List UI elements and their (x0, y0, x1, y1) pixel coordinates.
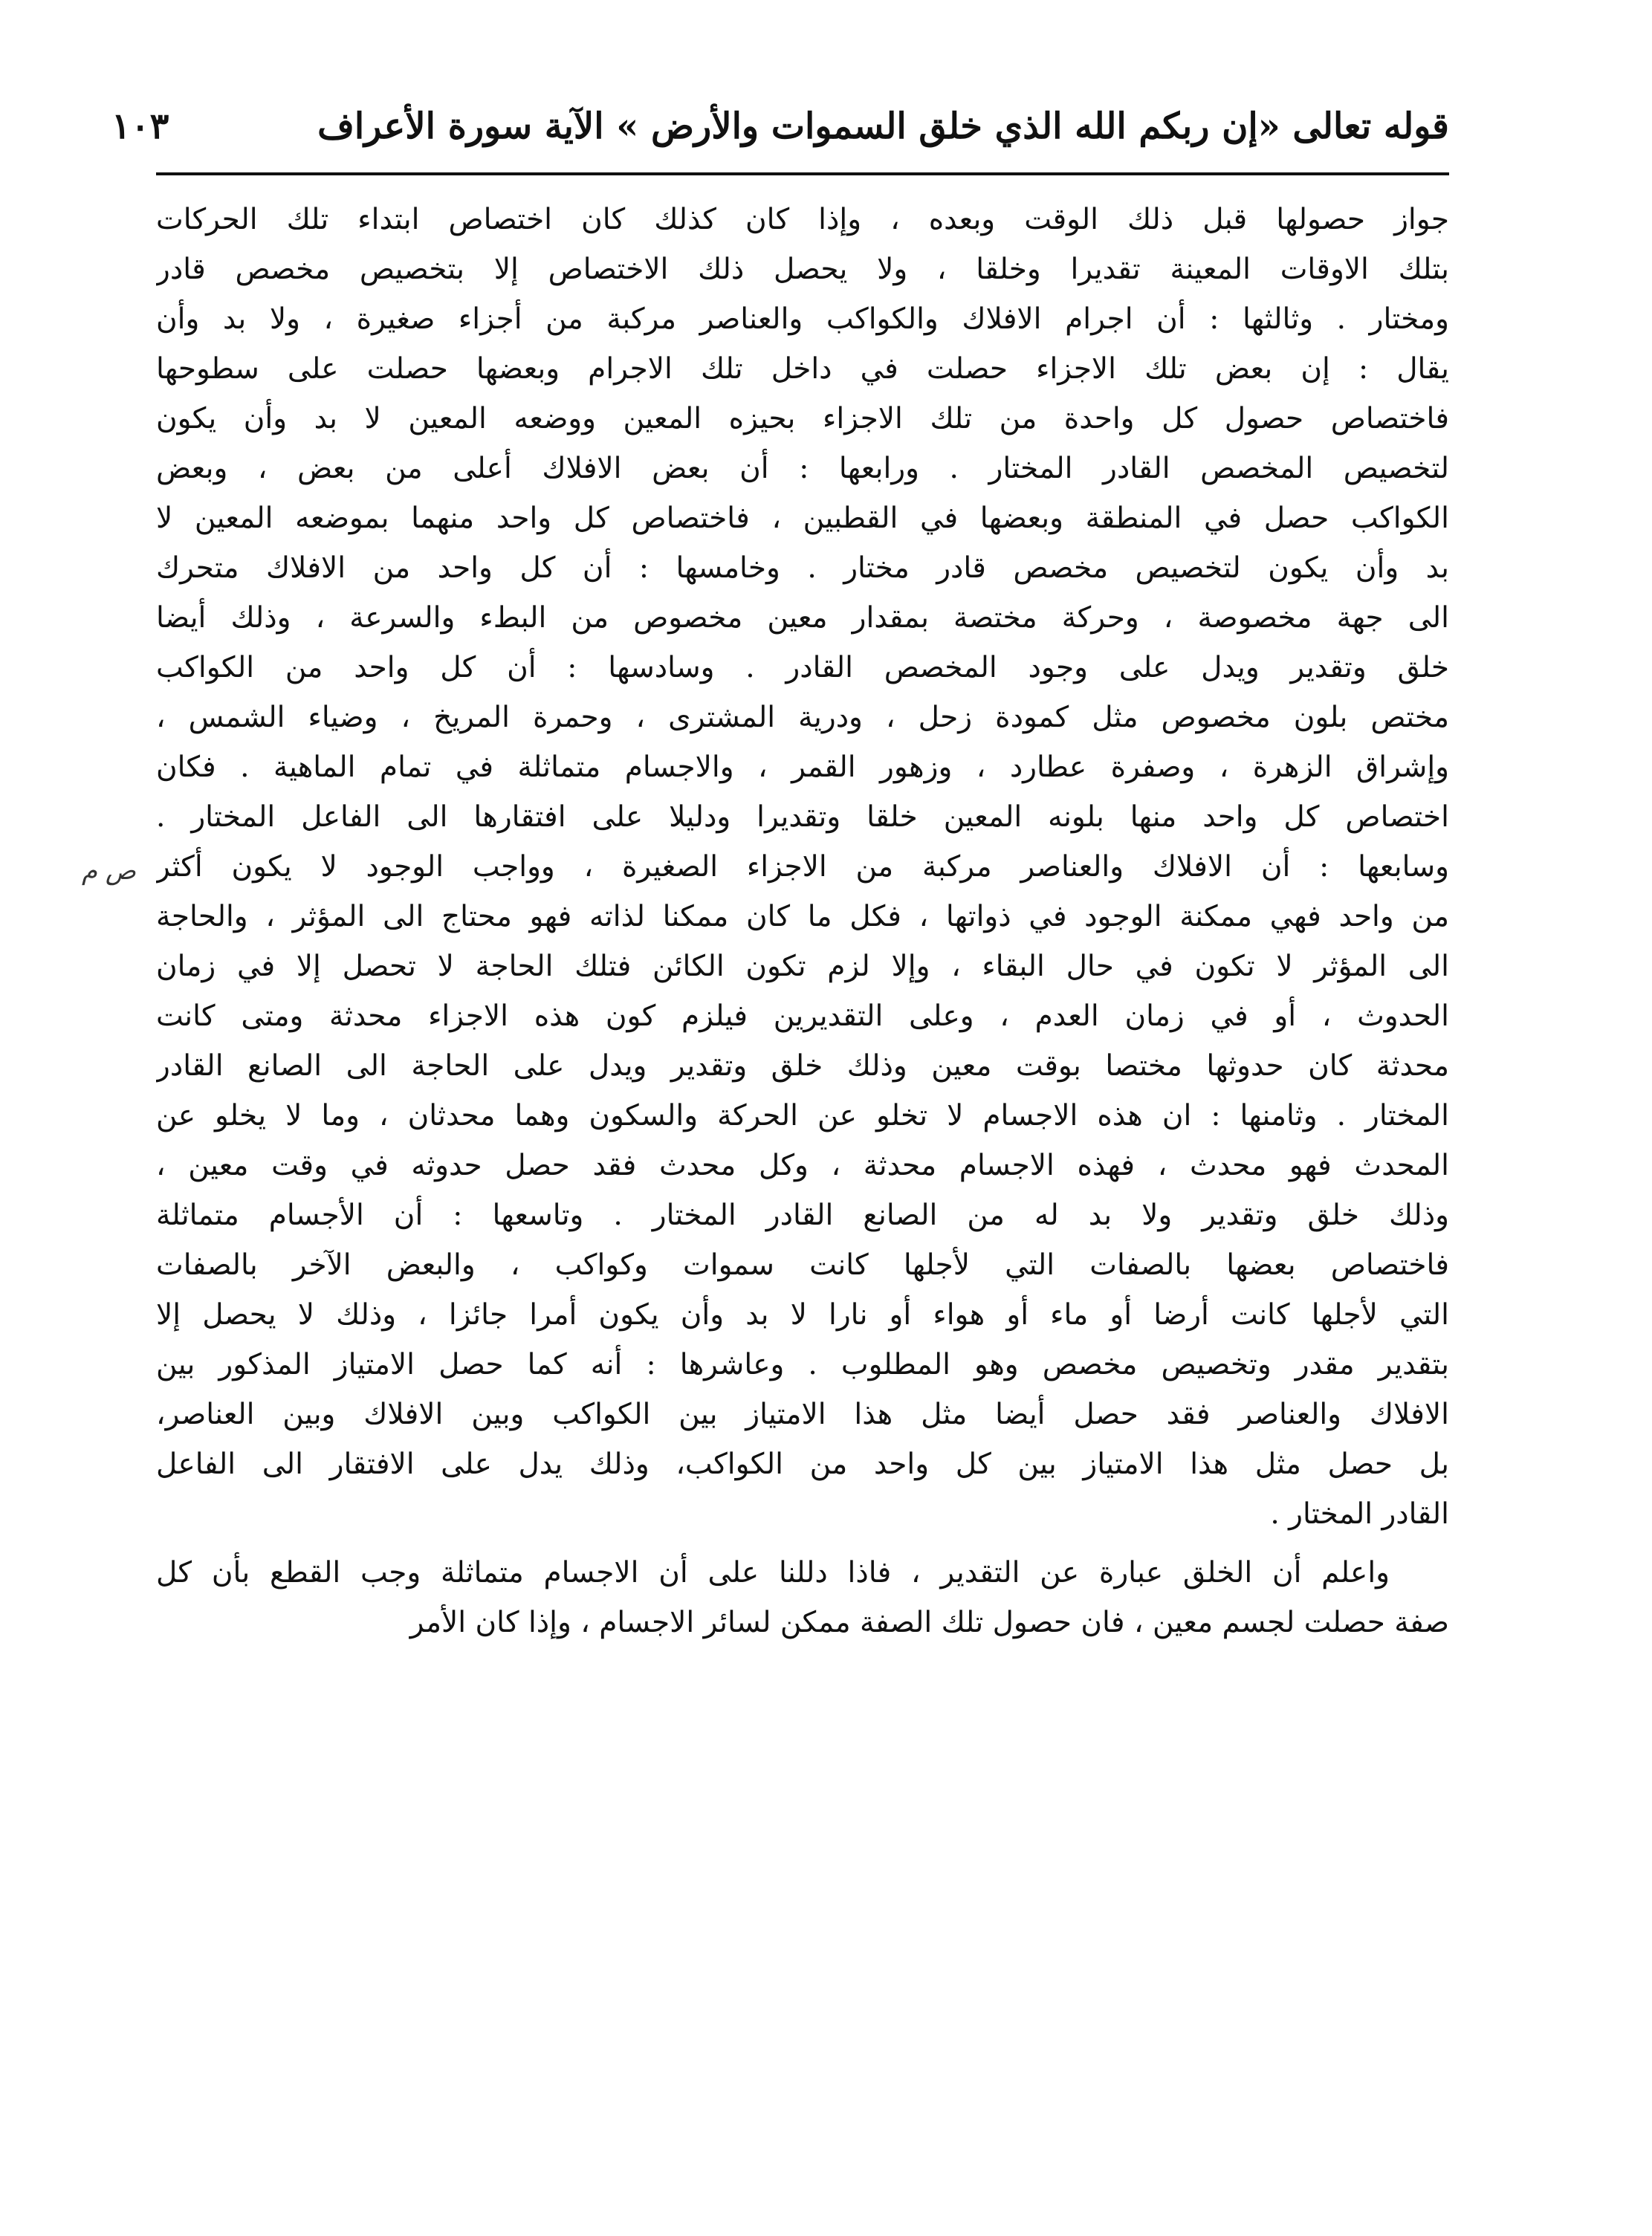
text-line: القادر المختار . (1270, 1497, 1449, 1531)
paragraph (156, 1548, 1449, 1647)
paragraph-gap (156, 1539, 1449, 1548)
text-line: فاختصاص حصول كل واحدة من تلك الاجزاء بحيزه المعين ووضعه المعين لا بد وأن يكون (156, 402, 1449, 435)
text-line: صفة حصلت لجسم معين ، فان حصول تلك الصفة ممكن لسائر الاجسام ، وإذا كان الأمر (409, 1606, 1449, 1639)
text-line: مختص بلون مخصوص مثل كمودة زحل ، ودرية المشترى ، وحمرة المريخ ، وضياء الشمس ، (156, 701, 1449, 734)
text-line: خلق وتقدير ويدل على وجود المخصص القادر . وسادسها : أن كل واحد من الكواكب (156, 651, 1449, 684)
text-line: وإشراق الزهرة ، وصفرة عطارد ، وزهور القمر ، والاجسام متماثلة في تمام الماهية . فكان (156, 751, 1449, 784)
text-line: المختار . وثامنها : ان هذه الاجسام لا تخلو عن الحركة والسكون وهما محدثان ، وما لا يخلو عن (156, 1099, 1449, 1132)
text-line: بد وأن يكون لتخصيص مخصص قادر مختار . وخامسها : أن كل واحد من الافلاك متحرك (156, 551, 1449, 585)
paragraph (156, 195, 1449, 1539)
text-line: لتخصيص المخصص القادر المختار . ورابعها : أن بعض الافلاك أعلى من بعض ، وبعض (156, 452, 1449, 485)
text-line: بتلك الاوقات المعينة تقديرا وخلقا ، ولا يحصل ذلك الاختصاص إلا بتخصيص مخصص قادر (156, 253, 1449, 286)
body-text (156, 195, 1449, 1647)
running-header (111, 106, 1449, 158)
text-line: الحدوث ، أو في زمان العدم ، وعلى التقديرين فيلزم كون هذه الاجزاء محدثة ومتى كانت (156, 999, 1449, 1033)
text-line: الافلاك والعناصر فقد حصل أيضا مثل هذا الامتياز بين الكواكب وبين الافلاك وبين العناصر، (156, 1398, 1449, 1431)
text-line: يقال : إن بعض تلك الاجزاء حصلت في داخل تلك الاجرام وبعضها حصلت على سطوحها (156, 352, 1449, 386)
text-line: من واحد فهي ممكنة الوجود في ذواتها ، فكل ما كان ممكنا لذاته فهو محتاج الى المؤثر ، والحاجة (156, 900, 1449, 933)
page-number: ١٠٣ (111, 106, 169, 147)
text-line: المحدث فهو محدث ، فهذه الاجسام محدثة ، وكل محدث فقد حصل حدوثه في وقت معين ، (156, 1149, 1449, 1182)
text-line: الكواكب حصل في المنطقة وبعضها في القطبين ، فاختصاص كل واحد منهما بموضعه المعين لا (156, 502, 1449, 535)
header-rule (156, 172, 1449, 175)
text-line: بل حصل مثل هذا الامتياز بين كل واحد من الكواكب، وذلك يدل على الافتقار الى الفاعل (156, 1448, 1449, 1481)
text-line: وسابعها : أن الافلاك والعناصر مركبة من الاجزاء الصغيرة ، وواجب الوجود لا يكون أكثر (156, 850, 1449, 884)
text-line: اختصاص كل واحد منها بلونه المعين خلقا وتقديرا ودليلا على افتقارها الى الفاعل المختار . (156, 800, 1449, 834)
text-line: جواز حصولها قبل ذلك الوقت وبعده ، وإذا كان كذلك كان اختصاص ابتداء تلك الحركات (156, 203, 1449, 236)
text-line: محدثة كان حدوثها مختصا بوقت معين وذلك خلق وتقدير ويدل على الحاجة الى الصانع القادر (156, 1049, 1449, 1083)
text-line: ومختار . وثالثها : أن اجرام الافلاك والكواكب والعناصر مركبة من أجزاء صغيرة ، ولا بد وأن (156, 302, 1449, 336)
text-line: التي لأجلها كانت أرضا أو ماء أو هواء أو نارا لا بد وأن يكون أمرا جائزا ، وذلك لا يحصل إلا (156, 1298, 1449, 1332)
text-line: فاختصاص بعضها بالصفات التي لأجلها كانت سموات وكواكب ، والبعض الآخر بالصفات (156, 1248, 1449, 1282)
text-line: الى جهة مخصوصة ، وحركة مختصة بمقدار معين مخصوص من البطء والسرعة ، وذلك أيضا (156, 601, 1449, 635)
header-title: قوله تعالى «إن ربكم الله الذي خلق السموات والأرض » الآية سورة الأعراف (317, 106, 1449, 147)
text-line: بتقدير مقدر وتخصيص مخصص وهو المطلوب . وعاشرها : أنه كما حصل الامتياز المذكور بين (156, 1348, 1449, 1381)
text-line: واعلم أن الخلق عبارة عن التقدير ، فاذا دللنا على أن الاجسام متماثلة وجب القطع بأن كل (156, 1556, 1390, 1589)
margin-note: ص م (82, 856, 136, 886)
text-line: الى المؤثر لا تكون في حال البقاء ، وإلا لزم تكون الكائن فتلك الحاجة لا تحصل إلا في زمان (156, 950, 1449, 983)
text-line: وذلك خلق وتقدير ولا بد له من الصانع القادر المختار . وتاسعها : أن الأجسام متماثلة (156, 1199, 1449, 1232)
